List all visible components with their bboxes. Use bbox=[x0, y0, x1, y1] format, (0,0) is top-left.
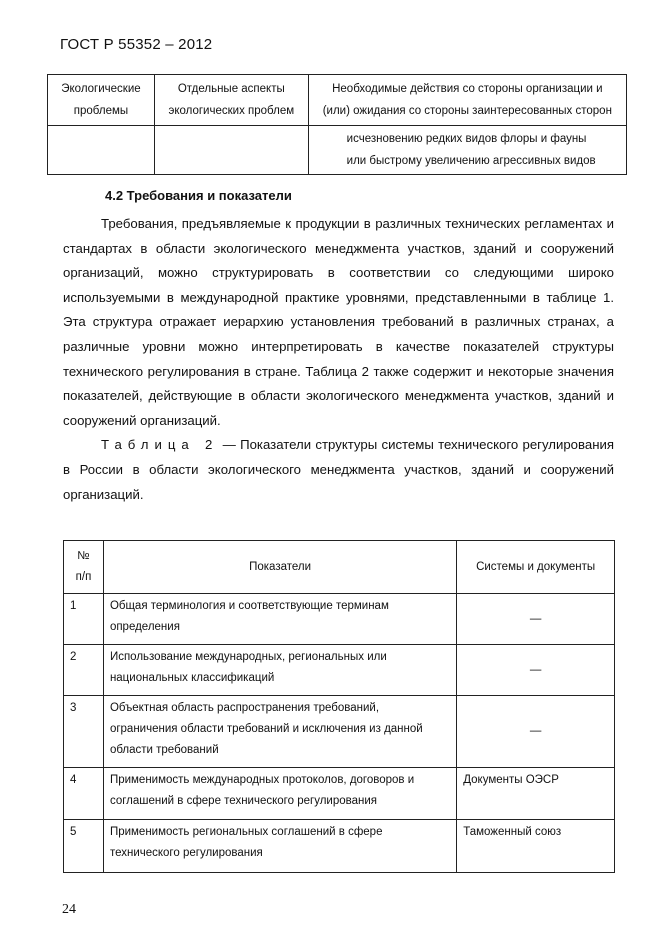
table-cell-actions bbox=[308, 126, 626, 175]
table-caption bbox=[63, 433, 614, 507]
header-line: проблемы bbox=[73, 105, 129, 117]
row-number: 3 bbox=[64, 696, 104, 768]
indicators-table bbox=[63, 540, 615, 873]
caption-label: Таблица 2 bbox=[101, 437, 219, 453]
header-number bbox=[64, 541, 104, 594]
row-systems: Документы ОЭСР bbox=[457, 768, 615, 820]
row-indicator bbox=[103, 645, 456, 696]
row-systems: — bbox=[457, 594, 615, 645]
indicator-line: Применимость региональных соглашений в сфере bbox=[109, 826, 383, 838]
indicator-line: технического регулирования bbox=[109, 847, 263, 859]
header-line: № bbox=[77, 550, 90, 562]
continuation-table bbox=[47, 74, 627, 175]
indicator-line: области требований bbox=[109, 744, 219, 756]
indicator-line: Использование международных, региональных или bbox=[109, 651, 387, 663]
row-systems: — bbox=[457, 645, 615, 696]
row-number: 4 bbox=[64, 768, 104, 820]
indicator-line: ограничения области требований и исключения из данной bbox=[109, 723, 423, 735]
indicator-line: Применимость международных протоколов, договоров и bbox=[109, 774, 415, 786]
table-row bbox=[64, 696, 615, 768]
document-header: ГОСТ Р 55352 – 2012 bbox=[60, 36, 213, 53]
row-systems: Таможенный союз bbox=[457, 820, 615, 873]
header-line: экологических проблем bbox=[168, 105, 295, 117]
page-number: 24 bbox=[62, 902, 76, 917]
row-number: 1 bbox=[64, 594, 104, 645]
header-line: Экологические bbox=[61, 83, 141, 95]
row-indicator bbox=[103, 820, 456, 873]
row-number: 5 bbox=[64, 820, 104, 873]
indicator-line: соглашений в сфере технического регулирования bbox=[109, 795, 377, 807]
row-systems: — bbox=[457, 696, 615, 768]
header-indicators: Показатели bbox=[103, 541, 456, 594]
indicator-line: определения bbox=[109, 621, 180, 633]
row-number: 2 bbox=[64, 645, 104, 696]
row-indicator bbox=[103, 768, 456, 820]
header-necessary-actions bbox=[308, 75, 626, 126]
table-row bbox=[64, 768, 615, 820]
header-line: Необходимые действия со стороны организации и bbox=[332, 83, 603, 95]
indicator-line: Объектная область распространения требований, bbox=[109, 702, 380, 714]
table-row bbox=[48, 126, 627, 175]
header-systems: Системы и документы bbox=[457, 541, 615, 594]
caption-text: — Показатели структуры системы технического регулирования в России в области экологического менеджмента участков, зданий и сооружений организаций. bbox=[63, 437, 614, 502]
section-body bbox=[63, 212, 614, 507]
cell-line: или быстрому увеличению агрессивных видов bbox=[346, 155, 596, 167]
table-row bbox=[64, 645, 615, 696]
header-line: (или) ожидания со стороны заинтересованных сторон bbox=[322, 105, 612, 117]
table-cell-empty bbox=[154, 126, 308, 175]
row-indicator bbox=[103, 594, 456, 645]
cell-line: исчезновению редких видов флоры и фауны bbox=[346, 133, 587, 145]
row-indicator bbox=[103, 696, 456, 768]
continuation-table-header bbox=[48, 75, 627, 126]
body-paragraph: Требования, предъявляемые к продукции в различных технических регламентах и стандартах в области экологического менеджмента участков, зданий и сооружений организаций, можно структурировать в соответствии со следующими широко используемыми в международной практике уровнями, представленными в таблице 1. Эта структура отражает иерархию установления требований в различных странах, а различные уровни можно интерпретировать в качестве показателей структуры технического регулирования в стране. Таблица 2 также содержит и некоторые значения показателей, действующие в области экологического менеджмента участков, зданий и сооружений организаций. bbox=[63, 216, 614, 428]
indicators-table-header bbox=[64, 541, 615, 594]
header-separate-aspects bbox=[154, 75, 308, 126]
indicator-line: национальных классификаций bbox=[109, 672, 275, 684]
header-line: п/п bbox=[75, 571, 92, 583]
table-cell-empty bbox=[48, 126, 155, 175]
indicator-line: Общая терминология и соответствующие терминам bbox=[109, 600, 389, 612]
header-line: Отдельные аспекты bbox=[177, 83, 285, 95]
header-ecological-problems bbox=[48, 75, 155, 126]
section-title: 4.2 Требования и показатели bbox=[105, 188, 292, 203]
table-row bbox=[64, 820, 615, 873]
table-row bbox=[64, 594, 615, 645]
